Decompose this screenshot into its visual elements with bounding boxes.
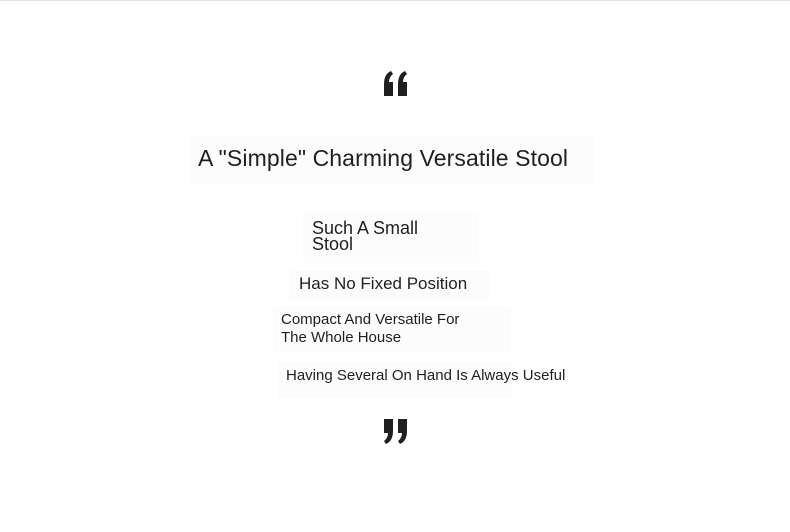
quote-close-icon: [378, 417, 414, 445]
headline-block: [190, 135, 594, 185]
testimonial-line-1: Such A Small Stool: [312, 218, 419, 254]
testimonial-line-4: Having Several On Hand Is Always Useful: [286, 367, 566, 384]
quote-open-icon: [378, 70, 414, 98]
line-block-3: [273, 306, 511, 352]
testimonial-line-2: Has No Fixed Position: [299, 274, 468, 293]
line-block-2: [289, 270, 490, 300]
testimonial-line-3: Compact And Versatile For The Whole House: [281, 311, 460, 346]
testimonial-headline: A "Simple" Charming Versatile Stool: [198, 145, 569, 171]
top-divider: [0, 0, 790, 1]
line-block-4: [278, 362, 566, 398]
line-block-1: [303, 213, 479, 263]
